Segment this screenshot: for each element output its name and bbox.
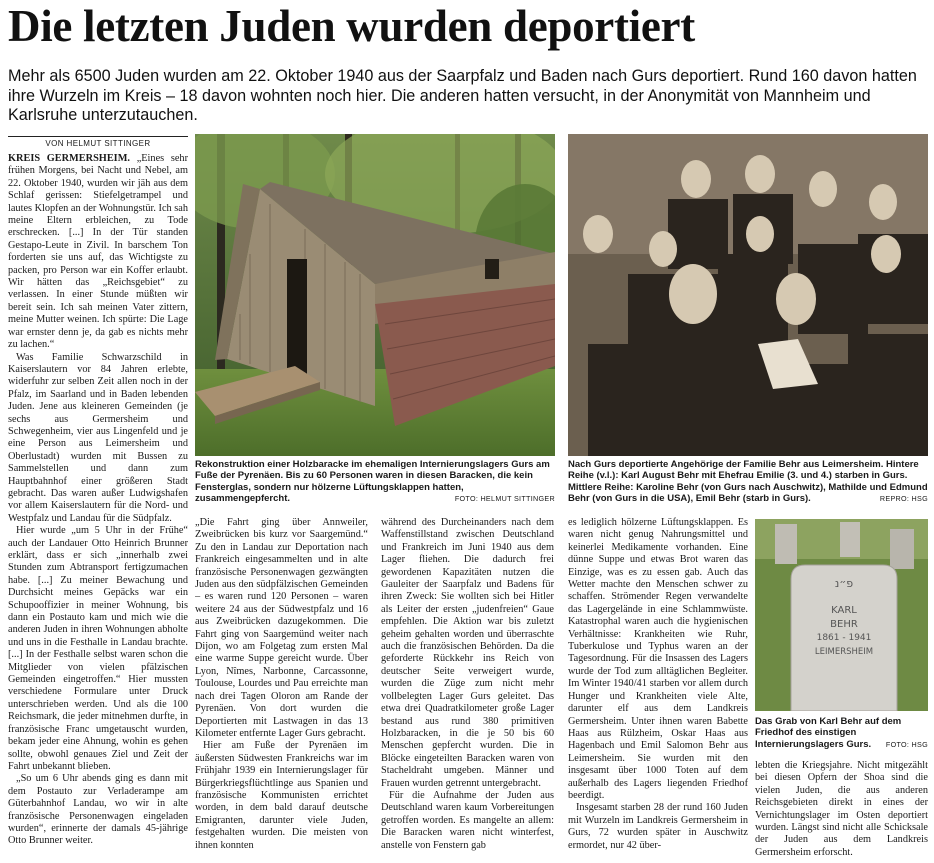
grave-dates: 1861 - 1941 bbox=[816, 633, 872, 643]
grave-caption bbox=[755, 716, 928, 754]
column-3 bbox=[381, 517, 554, 863]
column-2 bbox=[195, 517, 368, 863]
column-5 bbox=[755, 760, 928, 863]
col2-paragraph-1: „Die Fahrt ging über Annweiler, Zweibrücken bis kurz vor Saargemünd.“ Zu den in Landau zur Deportation nach Frankreich eingesammelten und in alte französische Personenwagen gezwängten Juden aus den südpfälzischen Gemeinden – es waren rund 120 Personen – waren weitere 24 aus der Südwestpfalz und 16 aus Zweibrücken dazugekommen. Die Fahrt ging von Saargemünd weiter nach Dijon, wo am Folgetag zum ersten Mal eine warme Suppe gereicht wurde. Über Lyon, Nîmes, Narbonne, Carcassonne, Toulouse, Lourdes und Pau erreichte man nach drei Tagen Oloron am Rande der Pyrenäen. Von dort wurden die Deportierten mit Lastwagen in das 13 Kilometer entfernte Lager Gurs gebracht. bbox=[195, 517, 368, 739]
grave-name: KARL bbox=[831, 605, 857, 616]
barrack-caption bbox=[195, 459, 555, 507]
column-1 bbox=[8, 153, 188, 861]
grave-caption-text: Das Grab von Karl Behr auf dem Friedhof des einstigen Internierungslagers Gurs. bbox=[755, 716, 902, 750]
col5-paragraph-1: lebten die Kriegsjahre. Nicht mitgezählt bei diesen Opfern der Shoa sind die vielen Juden, die aus anderen Reichsgebieten direkt in eines der Vernichtungslager im Osten deportiert wurden. Längst sind nicht alle Schicksale der Juden aus dem Landkreis Germersheim erforscht. bbox=[755, 760, 928, 858]
col1-paragraph-2: Was Familie Schwarzschild in Kaiserslautern vor 84 Jahren erlebte, widerfuhr zur selben Zeit allen noch in der Pfalz, im Saarland und in Baden lebenden Juden. Jene aus kleineren Gemeinden (je sechs aus Germersheim und Schwegenheim, vier aus Lingenfeld und je eine Person aus Leimersheim und Oberlustadt) wurden mit Bussen zu Sammelstellen und dann zum Hauptbahnhof einer größeren Stadt gebracht. Das waren außer Ludwigshafen vor allem Kaiserslautern für die Nord- und Westpfalz und Landau für die Südpfalz. bbox=[8, 351, 188, 524]
family-caption-text: Nach Gurs deportierte Angehörige der Familie Behr aus Leimersheim. Hintere Reihe (v.l.): Karl August Behr mit Ehefrau Emilie (3. und 4.) starben in Gurs. Mittlere Reihe: Karoline Behr (von Gurs nach Auschwitz), Mathilde und Edmund Behr (von Gurs in die USA), Emil Behr (starb in Gurs). bbox=[568, 459, 928, 504]
family-caption bbox=[568, 459, 928, 507]
grave-photo bbox=[755, 519, 928, 711]
column-4 bbox=[568, 517, 748, 863]
byline: VON HELMUT SITTINGER bbox=[8, 136, 188, 148]
col3-paragraph-1: während des Durcheinanders nach dem Waffenstillstand zwischen Deutschland und Frankreich im Juni 1940 aus dem Lager fliehen. Die dadurch frei gewordenen Kapazitäten nutzen die Gauleiter der Saarpfalz und Badens für ihren Zweck: Sie wollten sich bei Hitler als Leiter der ersten „judenfreien“ Gaue empfehlen. Die Aktion war bis zuletzt geheim gehalten worden und überraschte auch die französischen Behörden. Da die geforderte Rückkehr ins Reich von deutscher Seite verweigert wurde, wurden die Züge zum nicht mehr vollbelegten Lager Gurs geleitet. Das etwa drei Quadratkilometer große Lager bestand aus rund 380 primitiven Holzbaracken, in die je 50 bis 60 Menschen gepfercht wurden. Die in Blöcke eingeteilten Baracken waren von Stacheldraht umgeben. Männer und Frauen wurden getrennt untergebracht. bbox=[381, 517, 554, 789]
barrack-caption-text: Rekonstruktion einer Holzbaracke im ehemaligen Internierungslagers Gurs am Fuße der Pyrenäen. Bis zu 60 Personen waren in diesen Baracken, die kein Fensterglas, sondern nur hölzerne Lüftungsklappen hatten, zusammengepfercht. bbox=[195, 459, 550, 504]
col3-paragraph-2: Für die Aufnahme der Juden aus Deutschland waren kaum Vorbereitungen getroffen worden. Es mangelte an allem: Die Baracken waren nicht winterfest, anstelle von Fenstern gab bbox=[381, 789, 554, 851]
col1-paragraph-1: „Eines sehr frühen Morgens, bei Nacht und Nebel, am 22. Oktober 1940, wurden wir jäh aus dem Schlaf gerissen: Stiefelgetrampel und lautes Klopfen an der Wohnungstür. Ich sah meine Eltern erbleichen, zu Tode erschrecken. [...] In der Tür standen Gestapo-Leute in Zivil. In barschem Ton forderten sie uns auf, das Wichtigste zu packen, pro Person war ein Koffer erlaubt. Wir hätten das „Reichsgebiet“ zu verlassen. In einer Stunde müßten wir bereit sein. Ich sah meinen Vater zittern, meine Mutter weinen. Ich spürte: Die Lage war ernster denn je, da gab es nichts mehr zu lachen.“ bbox=[8, 153, 188, 351]
barrack-photo bbox=[195, 134, 555, 456]
col1-paragraph-3: Hier wurde „um 5 Uhr in der Frühe“ auch der Landauer Otto Heinrich Brunner erklärt, dass er sich „innerhalb zwei Stunden zum Abtransport fertigzumachen habe. [...] Zu meiner Bewachung und Durchsicht meines Gepäcks war ein Schupooffizier in meiner Wohnung, bis dann ein Postauto kam und mich wie die anderen Juden in ihren Wohnungen abholte und uns in die Festhalle in Landau brachte. [...] In der Festhalle selbst waren schon die Mitglieder von vielen pfälzischen Gemeinden eingetroffen.“ Hier mussten verschiedene Formulare unter Druck unterschrieben werden. Und als die 100 Reichsmark, die jeder mitnehmen durfte, in französische Franc umgetauscht wurden, bekam jeder eine Ahnung, wohin es gehen sollte, obwohl genaues Ziel und Zeit der Fahrt unbekannt blieben. bbox=[8, 525, 188, 772]
headline: Die letzten Juden wurden deportiert bbox=[8, 1, 695, 51]
family-credit: REPRO: HSG bbox=[879, 493, 928, 503]
dateline: KREIS GERMERSHEIM. bbox=[8, 153, 130, 164]
grave-place: LEIMERSHEIM bbox=[814, 647, 874, 657]
barrack-credit: FOTO: HELMUT SITTINGER bbox=[454, 493, 555, 503]
grave-credit: FOTO: HSG bbox=[885, 739, 928, 749]
grave-hebrew: פ״נ bbox=[834, 577, 854, 590]
deck: Mehr als 6500 Juden wurden am 22. Oktober 1940 aus der Saarpfalz und Baden nach Gurs deportiert. Rund 160 davon hatten ihre Wurzeln im Kreis – 18 davon wohnten noch hier. Die anderen hatten versucht, in der Anonymität von Mannheim und Karlsruhe unterzutauchen. bbox=[8, 67, 917, 124]
col4-paragraph-1: es lediglich hölzerne Lüftungsklappen. Es waren nicht genug Nahrungsmittel und keinerlei Medikamente vorhanden. Eine dünne Suppe und etwas Brot waren das Einzige, was es zu essen gab. Auch das Wetter machte den Menschen schwer zu schaffen. Strömender Regen verwandelte das Lagergelände in eine Schlammwüste. Katastrophal waren auch die hygienischen Verhältnisse: Krankheiten wie Ruhr, Tuberkulose und Typhus waren an der Tagesordnung. Für die Insassen des Lagers wurde der Tod zum alltäglichen Begleiter. Im Winter 1940/41 starben vor allem durch Hunger und Krankheiten viele Alte, darunter elf aus dem Landkreis Germersheim. Unter ihnen waren Babette Haas aus Rülzheim, Oskar Haas aus Hagenbach und Emil Salomon Behr aus Leimersheim. Sie wurden mit den insgesamt über 1000 Toten auf dem außerhalb des Lagers liegenden Friedhof beerdigt. bbox=[568, 517, 748, 801]
family-photo bbox=[568, 134, 928, 456]
grave-surname: BEHR bbox=[830, 619, 858, 630]
col4-paragraph-2: Insgesamt starben 28 der rund 160 Juden mit Wurzeln im Landkreis Germersheim in Gurs, 72 wurden später in Auschwitz ermordet, nur 42 über- bbox=[568, 802, 748, 851]
col2-paragraph-2: Hier am Fuße der Pyrenäen im äußersten Südwesten Frankreichs war im Frühjahr 1939 ein Internierungslager für Bürgerkriegsflüchtlinge aus Spanien und französische Kommunisten errichtet worden, in dem bald darauf deutsche Emigranten, darunter viele Juden, festgehalten wurden. Die meisten von ihnen konnten bbox=[195, 740, 368, 851]
col1-paragraph-4: „So um 6 Uhr abends ging es dann mit dem Postauto zur Verladerampe am Güterbahnhof Landau, wo wir in alte französische Personenwagen eingeladen wurden“, erinnerte der damals 45-jährige Otto Brunner weiter. bbox=[8, 773, 188, 847]
